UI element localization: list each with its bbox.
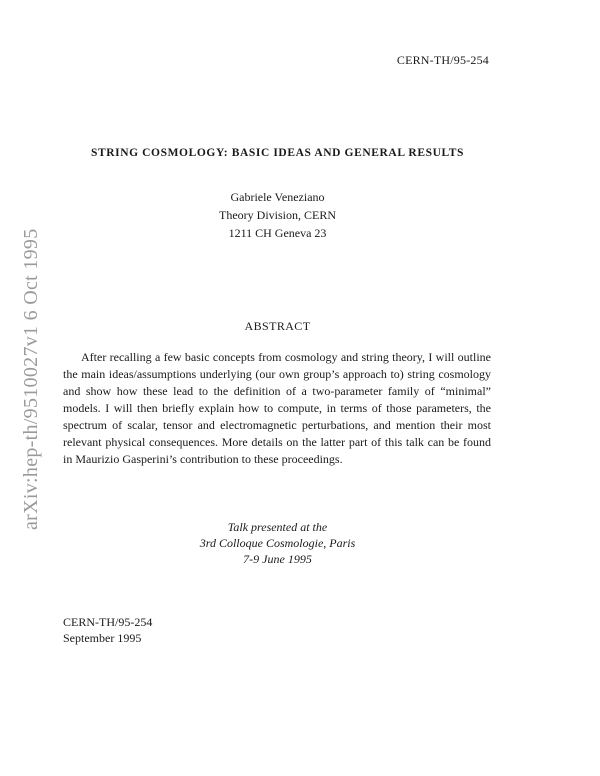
arxiv-stamp: arXiv:hep-th/9510027v1 6 Oct 1995 xyxy=(20,228,42,530)
venue-line-1: Talk presented at the xyxy=(227,520,328,534)
abstract-text: After recalling a few basic concepts from cosmology and string theory, I will outline the main ideas/assumptions underlying (our own group’s approach to) string cosmology and show how these lead to the definition of a two-parameter family of “minimal” models. I will then briefly explain how to compute, in terms of those parameters, the spectrum of scalar, tensor and electromagnetic perturbations, and mention their most relevant physical consequences. More details on the latter part of this talk can be found in Maurizio Gasperini’s contribution to these proceedings. xyxy=(63,350,491,466)
abstract-heading: ABSTRACT xyxy=(244,319,311,333)
footer-block xyxy=(63,614,152,646)
affiliation-line-2: 1211 CH Geneva 23 xyxy=(228,226,327,240)
author-name: Gabriele Veneziano xyxy=(230,190,325,204)
venue-line-2: 3rd Colloque Cosmologie, Paris xyxy=(199,536,356,550)
footer-date: September 1995 xyxy=(63,631,142,645)
venue-block xyxy=(0,519,555,567)
affiliation-line-1: Theory Division, CERN xyxy=(219,208,336,222)
footer-report-number: CERN-TH/95-254 xyxy=(63,615,153,629)
paper-title: STRING COSMOLOGY: BASIC IDEAS AND GENERAL RESULTS xyxy=(90,147,464,159)
author-block xyxy=(0,188,555,242)
venue-line-3: 7-9 June 1995 xyxy=(243,552,312,566)
report-number-header: CERN-TH/95-254 xyxy=(396,53,489,67)
abstract-body xyxy=(63,349,491,468)
